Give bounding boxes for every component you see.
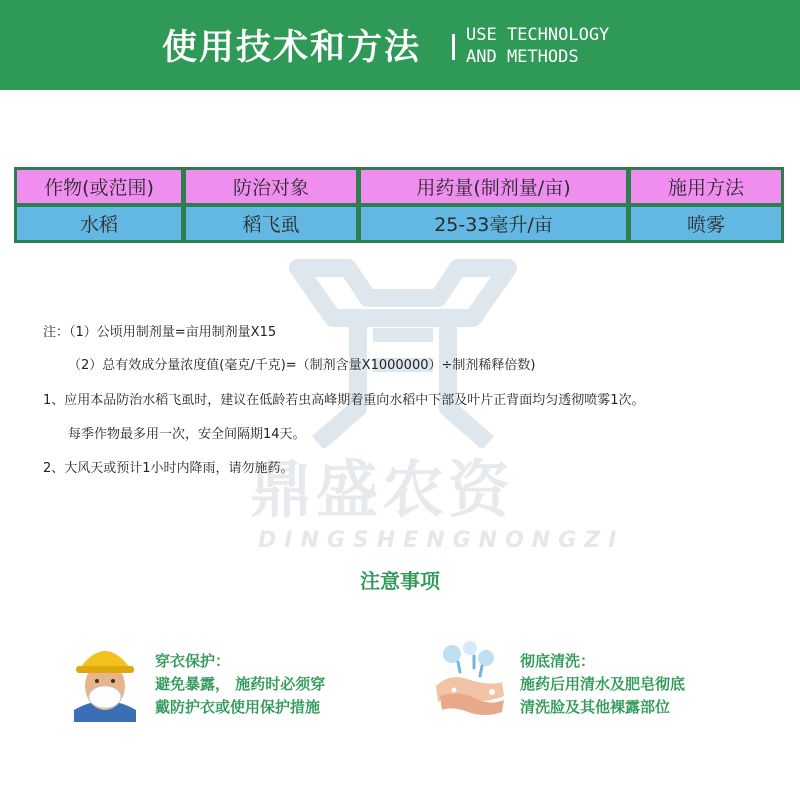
header-subtitle-en xyxy=(466,24,609,68)
page-title: 使用技术和方法 xyxy=(162,28,422,68)
hand-washing-icon xyxy=(430,636,510,720)
note-formula-1: 注：（1）公顷用制剂量=亩用制剂量X15 xyxy=(43,325,277,340)
watermark-logo-icon xyxy=(288,258,518,448)
wash-line-1: 施药后用清水及肥皂彻底 xyxy=(520,675,686,693)
table-cell-target: 稻飞虱 xyxy=(186,207,356,240)
table-header-target: 防治对象 xyxy=(186,170,356,203)
table-header-method: 施用方法 xyxy=(631,170,781,203)
protect-title: 穿衣保护： xyxy=(155,652,231,670)
dosage-table xyxy=(14,167,784,243)
watermark-subtext: DINGSHENGNONGZI xyxy=(258,528,625,553)
worker-helmet-mask-icon xyxy=(66,634,144,722)
note-formula-2: （2）总有效成分量浓度值(毫克/千克)=（制剂含量X1000000）÷制剂稀释倍数) xyxy=(68,358,536,373)
protect-line-1: 避免暴露， 施药时必须穿 xyxy=(155,675,326,693)
usage-paragraph-1: 1、应用本品防治水稻飞虱时，建议在低龄若虫高峰期着重向水稻中下部及叶片正背面均匀透彻喷雾1次。 xyxy=(43,393,645,408)
table-header-dosage: 用药量(制剂量/亩) xyxy=(361,170,626,203)
precautions-title: 注意事项 xyxy=(360,569,440,593)
header-en-line2: AND METHODS xyxy=(466,47,579,67)
table-cell-method: 喷雾 xyxy=(631,207,781,240)
wash-line-2: 清洗脸及其他裸露部位 xyxy=(520,698,671,716)
table-header-crop: 作物(或范围) xyxy=(17,170,181,203)
header-divider xyxy=(452,34,455,60)
header-en-line1: USE TECHNOLOGY xyxy=(466,25,610,45)
usage-paragraph-1-cont: 每季作物最多用一次，安全间隔期14天。 xyxy=(68,427,306,442)
watermark-text: 鼎盛农资 xyxy=(250,453,515,526)
table-cell-crop: 水稻 xyxy=(17,207,181,240)
wash-title: 彻底清洗： xyxy=(520,652,596,670)
header-banner xyxy=(0,0,800,90)
table-cell-dosage: 25-33毫升/亩 xyxy=(361,207,626,240)
protect-line-2: 戴防护衣或使用保护措施 xyxy=(155,698,321,716)
usage-paragraph-2: 2、大风天或预计1小时内降雨，请勿施药。 xyxy=(43,461,294,476)
